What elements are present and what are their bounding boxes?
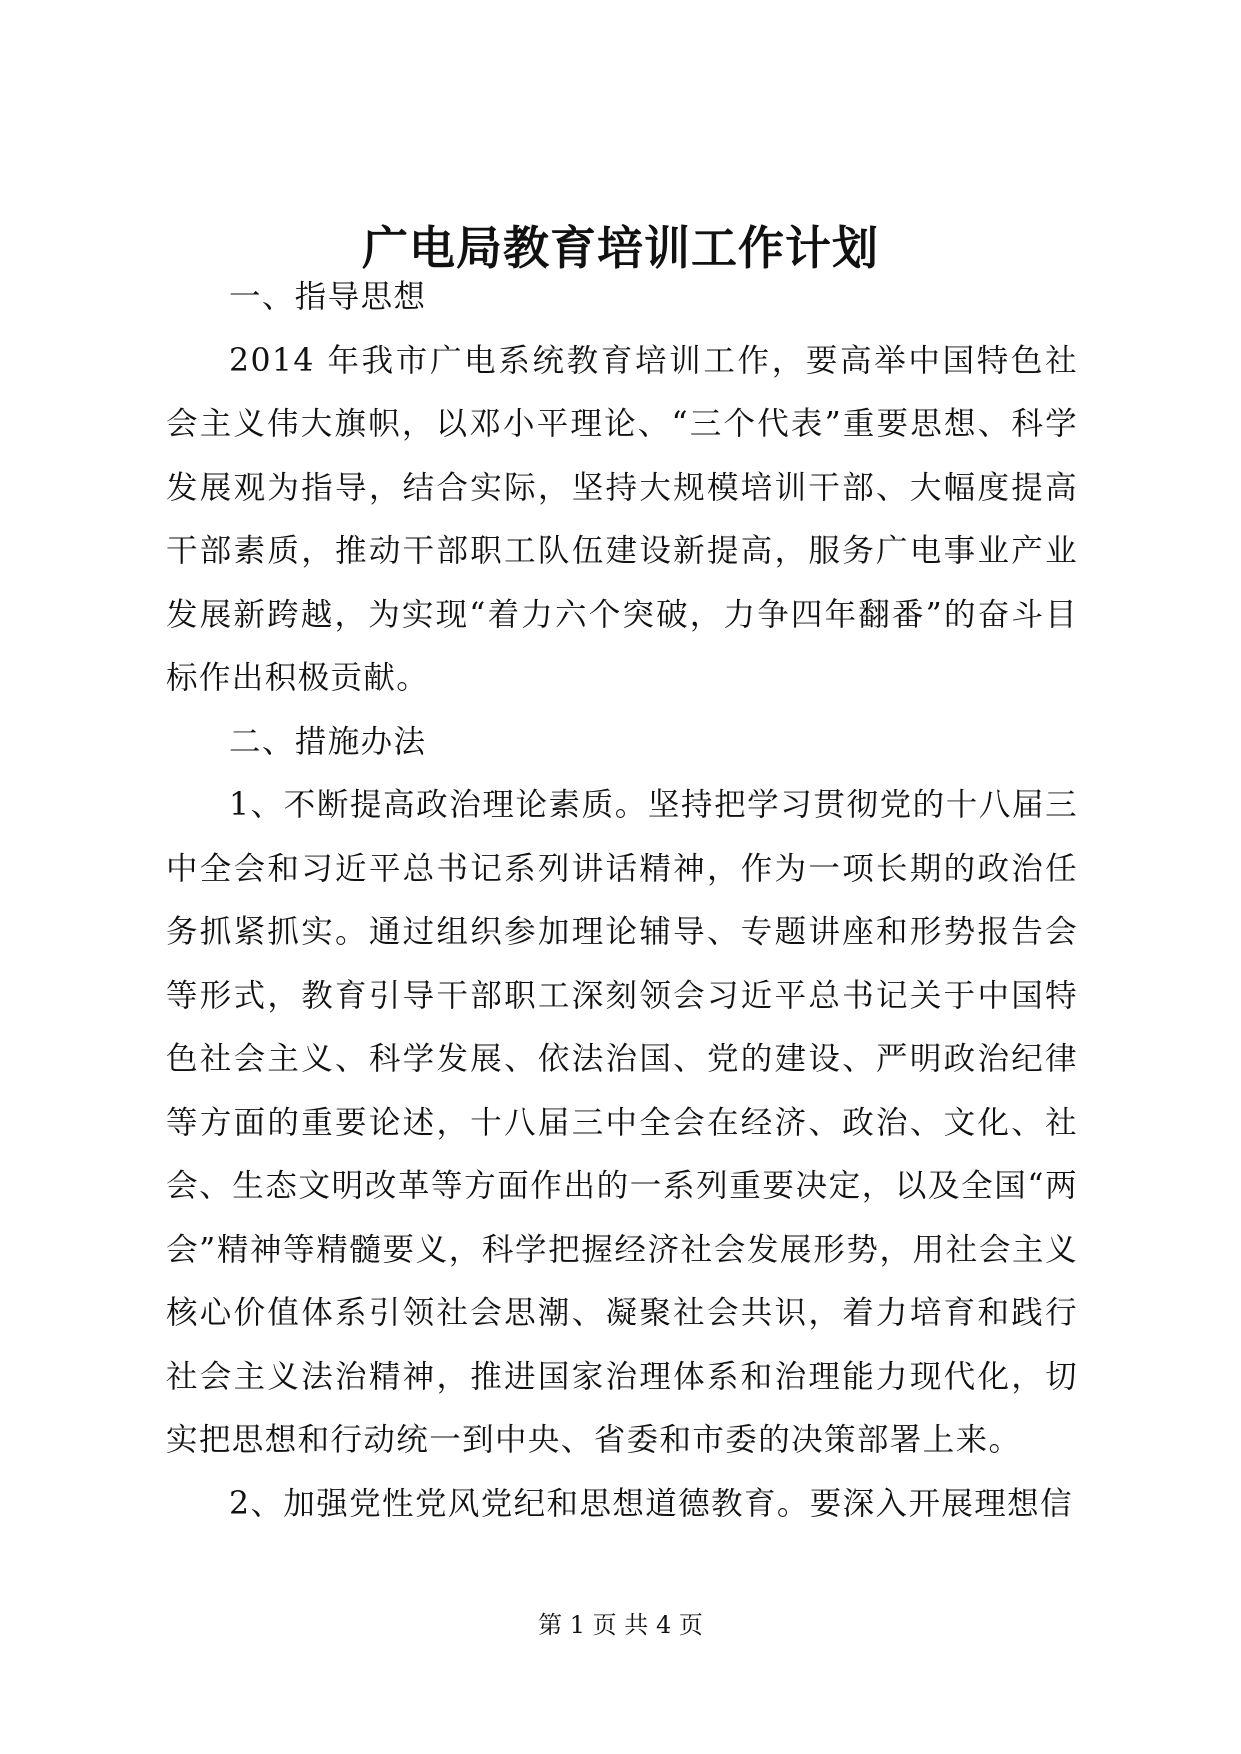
paragraph-measure-1: 1、不断提高政治理论素质。坚持把学习贯彻党的十八届三中全会和习近平总书记系列讲话精神，作为一项长期的政治任务抓紧抓实。通过组织参加理论辅导、专题讲座和形势报告会等形式，教育引导干部职工深刻领会习近平总书记关于中国特色社会主义、科学发展、依法治国、党的建设、严明政治纪律等方面的重要论述，十八届三中全会在经济、政治、文化、社会、生态文明改革等方面作出的一系列重要决定，以及全国“两会”精神等精髓要义，科学把握经济社会发展形势，用社会主义核心价值体系引领社会思潮、凝聚社会共识，着力培育和践行社会主义法治精神，推进国家治理体系和治理能力现代化，切实把思想和行动统一到中央、省委和市委的决策部署上来。	[166, 787, 1078, 1458]
document-body	[166, 266, 1078, 1536]
paragraph-measure-2: 2、加强党性党风党纪和思想道德教育。要深入开展理想信	[229, 1485, 1073, 1522]
section-heading-measures: 二、措施办法	[229, 723, 427, 760]
document-title: 广电局教育培训工作计划	[362, 221, 879, 275]
paragraph-guiding-ideology: 2014 年我市广电系统教育培训工作，要高举中国特色社会主义伟大旗帜，以邓小平理论、“三个代表”重要思想、科学发展观为指导，结合实际，坚持大规模培训干部、大幅度提高干部素质，推动干部职工队伍建设新提高，服务广电事业产业发展新跨越，为实现“着力六个突破，力争四年翻番”的奋斗目标作出积极贡献。	[166, 342, 1078, 696]
section-heading-guiding-ideology: 一、指导思想	[229, 279, 427, 315]
page-footer: 第 1 页 共 4 页	[538, 1611, 703, 1639]
